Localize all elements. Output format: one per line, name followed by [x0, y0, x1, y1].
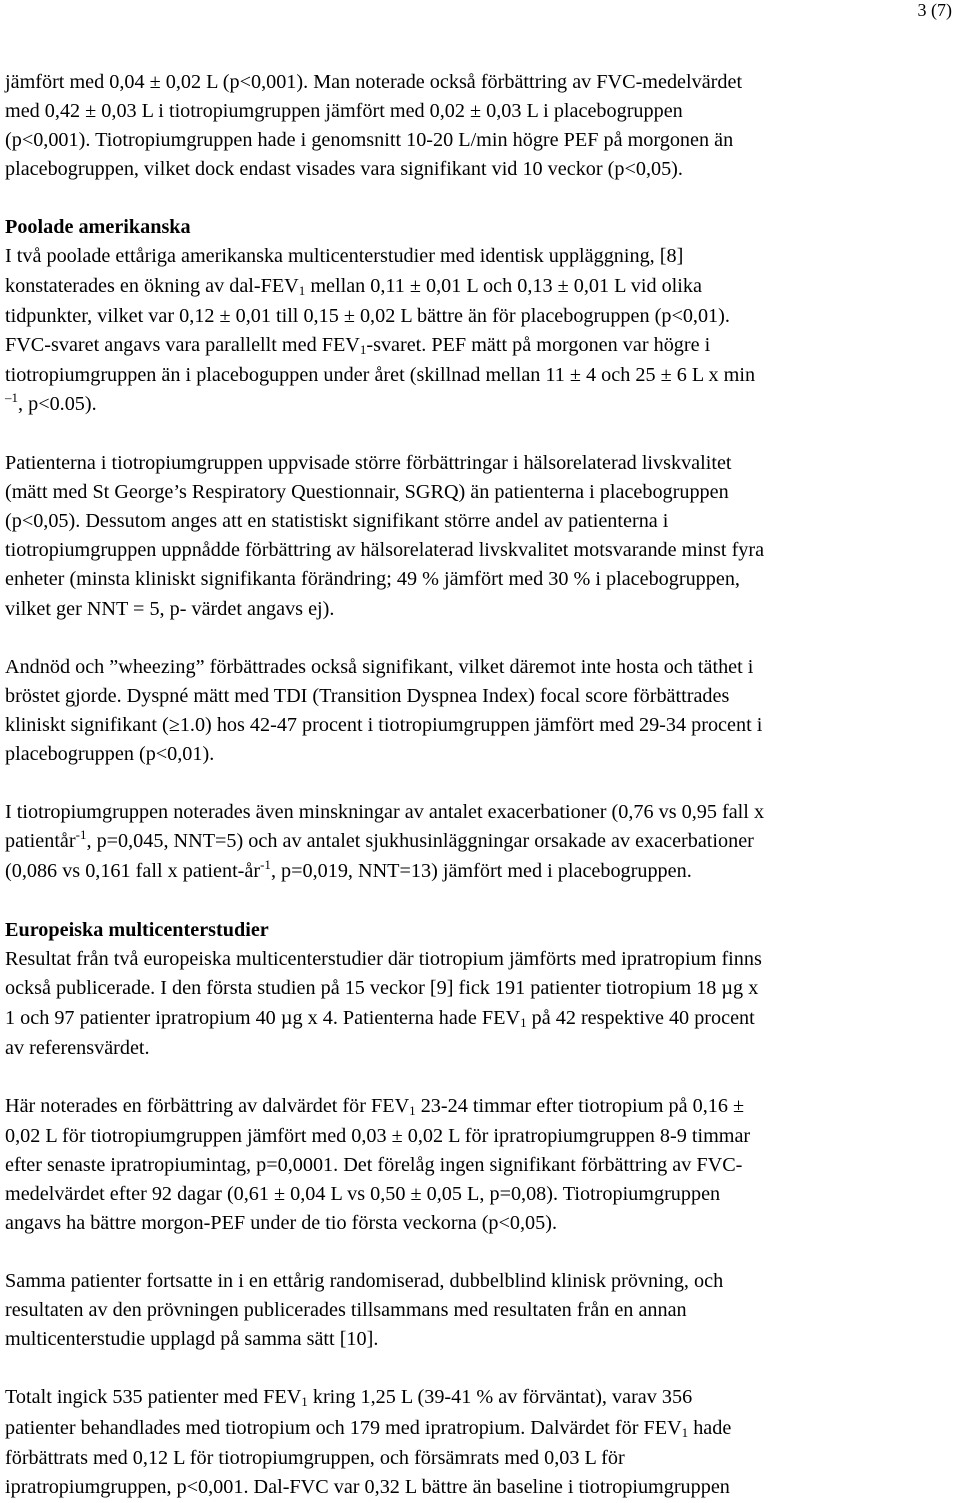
- text-line: Resultat från två europeiska multicenterstudier där tiotropium jämförts med ipratropium finns: [5, 948, 762, 971]
- text-line: (p<0,05). Dessutom anges att en statistiskt signifikant större andel av patienterna i: [5, 510, 669, 533]
- text-line: Andnöd och ”wheezing” förbättrades också signifikant, vilket däremot inte hosta och täthet i: [5, 655, 754, 678]
- paragraph-continued-trial: [5, 1267, 955, 1354]
- text-line: I två poolade ettåriga amerikanska multicenterstudier med identisk uppläggning, [8]: [5, 245, 684, 268]
- text-line: placebogruppen, vilket dock endast visades vara signifikant vid 10 veckor (p<0,05).: [5, 158, 683, 181]
- text-line: av referensvärdet.: [5, 1036, 150, 1059]
- paragraph-quality-of-life: [5, 449, 955, 624]
- text-line: I tiotropiumgruppen noterades även minskningar av antalet exacerbationer (0,76 vs 0,95 fall x: [5, 800, 765, 823]
- text-line: tidpunkter, vilket var 0,12 ± 0,01 till 0,15 ± 0,02 L bättre än för placebogruppen (p<0,01).: [5, 304, 730, 327]
- text-line: förbättrats med 0,12 L för tiotropiumgruppen, och försämrats med 0,03 L för: [5, 1446, 625, 1469]
- section-heading-europeiska: Europeiska multicenterstudier: [5, 919, 269, 942]
- text-line: 1 och 97 patienter ipratropium 40 µg x 4. Patienterna hade FEV1 på 42 respektive 40 procent: [5, 1006, 755, 1030]
- text-line: Samma patienter fortsatte in i en ettårig randomiserad, dubbelblind klinisk prövning, och: [5, 1270, 724, 1293]
- text-line: ipratropiumgruppen, p<0,001. Dal-FVC var 0,32 L bättre än baseline i tiotropiumgruppen: [5, 1475, 730, 1498]
- document-body: [5, 68, 955, 1502]
- paragraph-exacerbations: [5, 798, 955, 887]
- text-line: efter senaste ipratropiumintag, p=0,0001. Det förelåg ingen signifikant förbättring av FVC-: [5, 1153, 743, 1176]
- text-line: medelvärdet efter 92 dagar (0,61 ± 0,04 L vs 0,50 ± 0,05 L, p=0,08). Tiotropiumgruppen: [5, 1183, 721, 1205]
- paragraph-dyspnea: [5, 653, 955, 769]
- text-line: kliniskt signifikant (≥1.0) hos 42-47 procent i tiotropiumgruppen jämfört med 29-34 procent i: [5, 713, 763, 736]
- text-line: (mätt med St George’s Respiratory Questionnair, SGRQ) än patienterna i placebogruppen: [5, 481, 729, 504]
- superscript: -1: [75, 827, 87, 843]
- subscript: 1: [520, 1014, 527, 1030]
- text-line: också publicerade. I den första studien på 15 veckor [9] fick 191 patienter tiotropium 18 µg x: [5, 977, 759, 1000]
- paragraph-trough-improvement: [5, 1092, 955, 1238]
- subscript: 1: [301, 1394, 308, 1410]
- text-line: 0,02 L för tiotropiumgruppen jämfört med 0,03 ± 0,02 L för ipratropiumgruppen 8-9 timmar: [5, 1124, 751, 1147]
- section-europeiska-multicenterstudier: [5, 916, 955, 1062]
- section-heading-poolade: Poolade amerikanska: [5, 216, 191, 239]
- text-line: Totalt ingick 535 patienter med FEV1 kring 1,25 L (39-41 % av förväntat), varav 356: [5, 1386, 693, 1410]
- text-line: $^{-1}$, p<0.05).: [5, 389, 97, 415]
- text-line: multicenterstudie upplagd på samma sätt [10].: [5, 1328, 379, 1351]
- text-line: konstaterades en ökning av dal-FEV1 mellan 0,11 ± 0,01 L och 0,13 ± 0,01 L vid olika: [5, 274, 702, 298]
- text-line: angavs ha bättre morgon-PEF under de tio första veckorna (p<0,05).: [5, 1212, 558, 1235]
- subscript: 1: [681, 1424, 689, 1440]
- text-line: tiotropiumgruppen uppnådde förbättring av hälsorelaterad livskvalitet motsvarande minst fyra: [5, 539, 765, 562]
- paragraph-total-patients: [5, 1383, 955, 1501]
- text-line: vilket ger NNT = 5, p- värdet angavs ej).: [5, 597, 335, 620]
- text-line: jämfört med 0,04 ± 0,02 L (p<0,001). Man noterade också förbättring av FVC-medelvärdet: [5, 71, 743, 93]
- text-line: Patienterna i tiotropiumgruppen uppvisade större förbättringar i hälsorelaterad livskvalitet: [5, 452, 732, 475]
- text-line: bröstet gjorde. Dyspné mätt med TDI (Transition Dyspnea Index) focal score förbättrades: [5, 684, 730, 707]
- text-line: patientår$^{-1}$, p=0,045, NNT=5) och av antalet sjukhusinläggningar orsakade av exacerbationer: [5, 827, 754, 853]
- page-number: 3 (7): [917, 0, 952, 20]
- section-poolade-amerikanska: [5, 213, 955, 420]
- superscript: -1: [260, 857, 271, 873]
- text-line: (p<0,001). Tiotropiumgruppen hade i genomsnitt 10-20 L/min högre PEF på morgonen än: [5, 129, 734, 152]
- text-line: enheter (minsta kliniskt signifikanta förändring; 49 % jämfört med 30 % i placebogruppen,: [5, 568, 740, 591]
- subscript: 1: [359, 341, 367, 357]
- paragraph-fvc-results: [5, 68, 955, 184]
- subscript: 1: [409, 1102, 416, 1118]
- text-line: placebogruppen (p<0,01).: [5, 742, 215, 765]
- text-line: Här noterades en förbättring av dalvärdet för FEV1 23-24 timmar efter tiotropium på 0,16 ±: [5, 1094, 745, 1118]
- text-line: (0,086 vs 0,161 fall x patient-$år^{-1}$, p=0,019, NNT=13) jämfört med i placebogruppen.: [5, 857, 692, 883]
- superscript: –1: [5, 389, 18, 405]
- text-line: patienter behandlades med tiotropium och 179 med ipratropium. Dalvärdet för FEV1 hade: [5, 1416, 732, 1440]
- subscript: 1: [298, 282, 306, 298]
- text-line: tiotropiumgruppen än i placeboguppen under året (skillnad mellan 11 ± 4 och 25 ± 6 L x min: [5, 363, 756, 386]
- text-line: med 0,42 ± 0,03 L i tiotropiumgruppen jämfört med 0,02 ± 0,03 L i placebogruppen: [5, 100, 683, 123]
- text-line: resultaten av den prövningen publicerades tillsammans med resultaten från en annan: [5, 1299, 687, 1322]
- text-line: FVC-svaret angavs vara parallellt med FEV1-svaret. PEF mätt på morgonen var högre i: [5, 333, 711, 357]
